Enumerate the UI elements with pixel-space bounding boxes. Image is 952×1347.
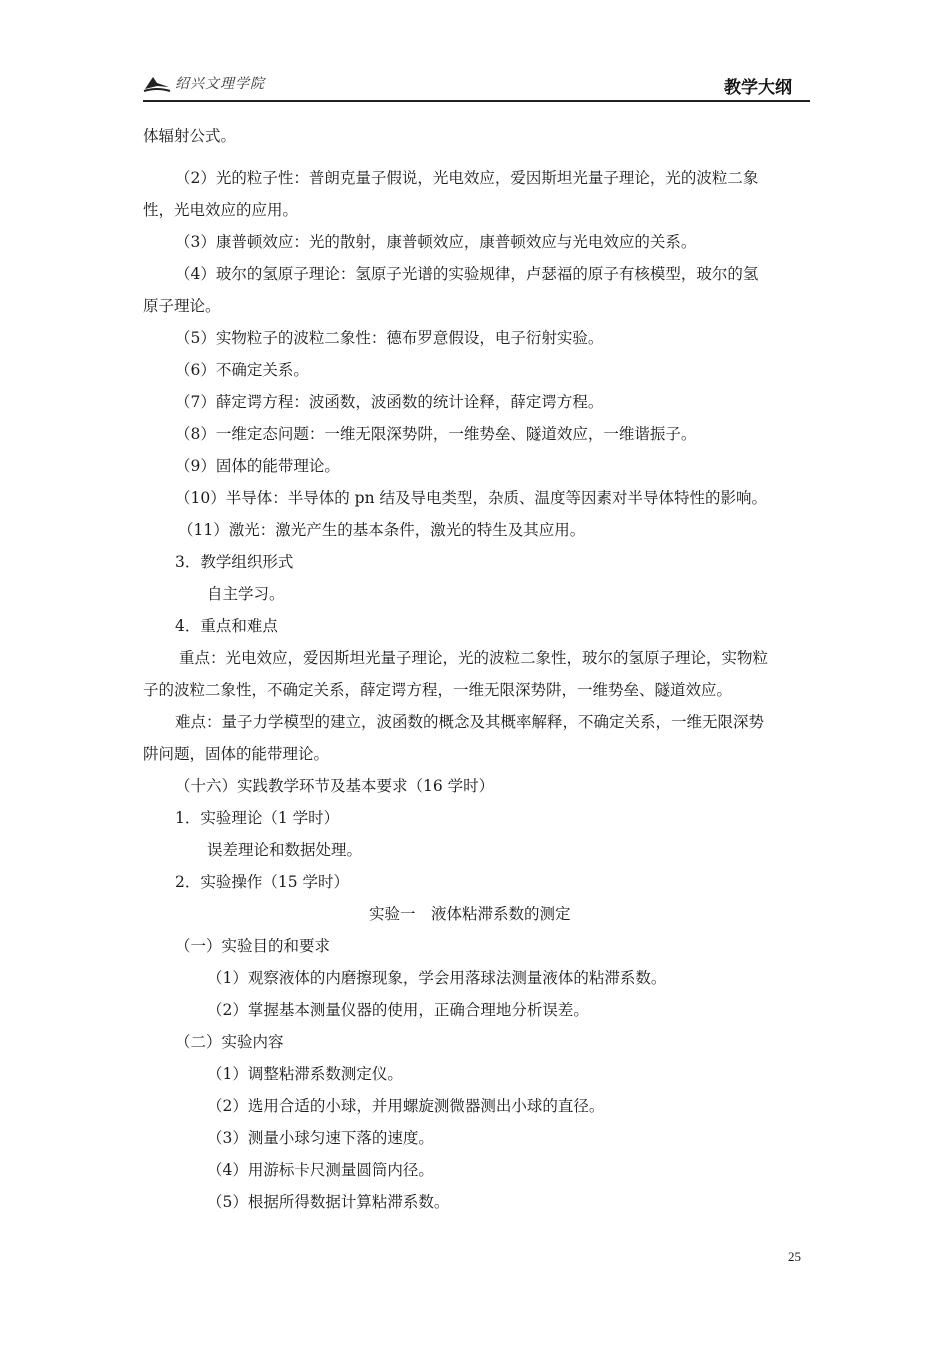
text-line: （2）光的粒子性：普朗克量子假说，光电效应，爱因斯坦光量子理论，光的波粒二象 — [175, 169, 759, 187]
text-line: （4）玻尔的氢原子理论：氢原子光谱的实验规律，卢瑟福的原子有核模型，玻尔的氢 — [175, 265, 759, 283]
text-line: 2．实验操作（15 学时） — [175, 873, 350, 891]
text-line: （十六）实践教学环节及基本要求（16 学时） — [175, 777, 495, 795]
text-line: 4．重点和难点 — [175, 617, 278, 635]
text-line: 1．实验理论（1 学时） — [175, 809, 340, 827]
text-line: 阱问题，固体的能带理论。 — [143, 745, 330, 763]
text-line: （10）半导体：半导体的 pn 结及导电类型，杂质、温度等因素对半导体特性的影响。 — [175, 489, 767, 507]
university-logo — [143, 72, 265, 94]
text-line: （6）不确定关系。 — [175, 361, 309, 379]
logo-emblem-icon — [143, 73, 171, 93]
text-line: （7）薛定谔方程：波函数，波函数的统计诠释，薛定谔方程。 — [175, 393, 604, 411]
text-line: 性，光电效应的应用。 — [143, 201, 299, 219]
text-line: 重点：光电效应，爱因斯坦光量子理论，光的波粒二象性，玻尔的氢原子理论，实物粒 — [179, 649, 769, 667]
text-line: （5）根据所得数据计算粘滞系数。 — [207, 1193, 450, 1211]
text-line: 3．教学组织形式 — [175, 553, 294, 571]
text-line: （3）康普顿效应：光的散射，康普顿效应，康普顿效应与光电效应的关系。 — [175, 233, 697, 251]
text-line: （8）一维定态问题：一维无限深势阱，一维势垒、隧道效应，一维谐振子。 — [175, 425, 697, 443]
text-line: （3）测量小球匀速下落的速度。 — [207, 1129, 434, 1147]
text-line: 实验一 液体粘滞系数的测定 — [369, 905, 571, 923]
text-line: （4）用游标卡尺测量圆筒内径。 — [207, 1161, 434, 1179]
text-line: （二）实验内容 — [175, 1033, 284, 1051]
text-line: 原子理论。 — [143, 297, 221, 315]
text-line: 子的波粒二象性，不确定关系，薛定谔方程，一维无限深势阱，一维势垒、隧道效应。 — [143, 681, 733, 699]
text-line: （2）选用合适的小球，并用螺旋测微器测出小球的直径。 — [207, 1097, 605, 1115]
logo-text: 绍兴文理学院 — [175, 76, 265, 92]
text-line: （11）激光：激光产生的基本条件，激光的特生及其应用。 — [178, 521, 586, 539]
text-line: 误差理论和数据处理。 — [207, 841, 363, 859]
text-line: （一）实验目的和要求 — [175, 937, 331, 955]
header-title: 教学大纲 — [724, 78, 792, 98]
text-line: （9）固体的能带理论。 — [175, 457, 340, 475]
text-line: 难点：量子力学模型的建立，波函数的概念及其概率解释，不确定关系，一维无限深势 — [175, 713, 765, 731]
page-header — [143, 68, 810, 102]
text-line: （2）掌握基本测量仪器的使用，正确合理地分析误差。 — [207, 1001, 589, 1019]
text-line: 体辐射公式。 — [143, 127, 237, 145]
text-line: （1）调整粘滞系数测定仪。 — [207, 1065, 403, 1083]
text-line: （5）实物粒子的波粒二象性：德布罗意假设，电子衍射实验。 — [175, 329, 604, 347]
page-number: 25 — [788, 1249, 801, 1264]
text-line: （1）观察液体的内磨擦现象，学会用落球法测量液体的粘滞系数。 — [207, 969, 667, 987]
text-line: 自主学习。 — [207, 585, 285, 603]
